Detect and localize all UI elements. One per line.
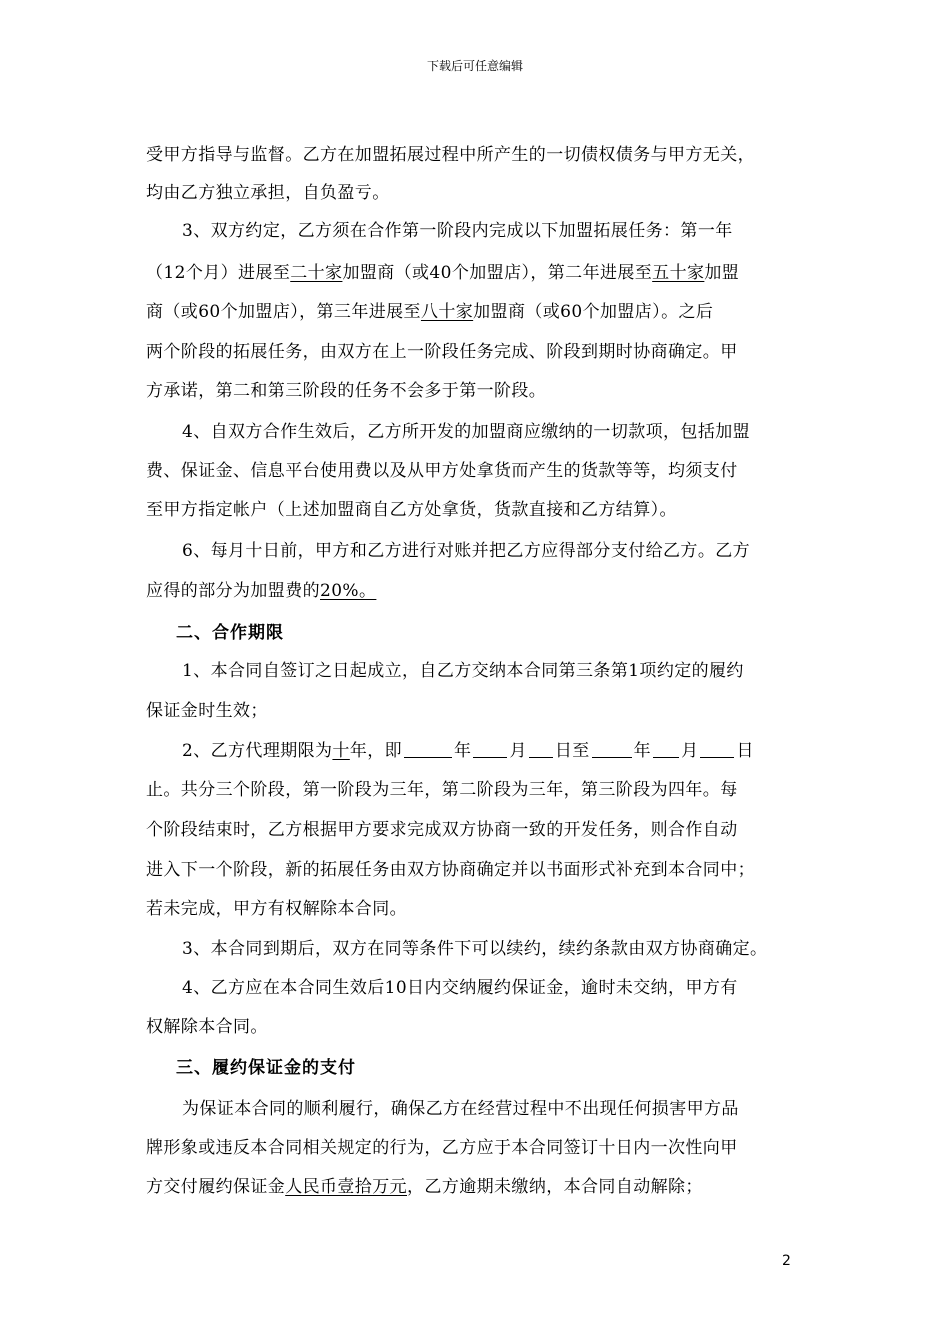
text-line: 6、每月十日前，甲方和乙方进行对账并把乙方应得部分支付给乙方。乙方 <box>182 541 751 561</box>
text-line: 至甲方指定帐户（上述加盟商自乙方处拿货，货款直接和乙方结算）。 <box>146 500 677 520</box>
text-line: 进入下一个阶段，新的拓展任务由双方协商确定并以书面形式补充到本合同中； <box>146 860 755 880</box>
page-header: 下载后可任意编辑 <box>426 59 523 73</box>
text-line: 1、本合同自签订之日起成立，自乙方交纳本合同第三条第1项约定的履约 <box>182 661 744 681</box>
page-number: 2 <box>782 1253 791 1269</box>
text-line: 应得的部分为加盟费的20%。 <box>146 581 377 601</box>
blank-field <box>653 740 679 758</box>
text-line: （12个月）进展至二十家加盟商（或40个加盟店），第二年进展至五十家加盟 <box>146 263 740 283</box>
text-line: 牌形象或违反本合同相关规定的行为，乙方应于本合同签订十日内一次性向甲 <box>146 1138 738 1158</box>
section-heading: 二、合作期限 <box>176 623 284 643</box>
text-line: 保证金时生效； <box>146 701 268 721</box>
text-line: 个阶段结束时，乙方根据甲方要求完成双方协商一致的开发任务，则合作自动 <box>146 820 738 840</box>
text-line: 3、本合同到期后，双方在同等条件下可以续约，续约条款由双方协商确定。 <box>182 939 768 959</box>
text-line: 为保证本合同的顺利履行，确保乙方在经营过程中不出现任何损害甲方品 <box>182 1099 739 1119</box>
blank-field <box>592 740 632 758</box>
blank-field <box>700 740 734 758</box>
text-line: 方交付履约保证金人民币壹拾万元，乙方逾期未缴纳，本合同自动解除； <box>146 1177 703 1197</box>
text-line: 若未完成，甲方有权解除本合同。 <box>146 899 407 919</box>
text-line: 3、双方约定，乙方须在合作第一阶段内完成以下加盟拓展任务：第一年 <box>182 221 733 241</box>
text-line: 费、保证金、信息平台使用费以及从甲方处拿货而产生的货款等等，均须支付 <box>146 461 738 481</box>
blank-field <box>404 740 452 758</box>
text-line: 4、自双方合作生效后，乙方所开发的加盟商应缴纳的一切款项，包括加盟 <box>182 422 751 442</box>
text-line: 止。共分三个阶段，第一阶段为三年，第二阶段为三年，第三阶段为四年。每 <box>146 780 738 800</box>
blank-field <box>529 740 553 758</box>
text-line: 4、乙方应在本合同生效后10日内交纳履约保证金，逾时未交纳，甲方有 <box>182 978 738 998</box>
text-line: 两个阶段的拓展任务，由双方在上一阶段任务完成、阶段到期时协商确定。甲 <box>146 342 738 362</box>
text-line: 均由乙方独立承担，自负盈亏。 <box>146 183 390 203</box>
text-line: 方承诺，第二和第三阶段的任务不会多于第一阶段。 <box>146 381 547 401</box>
text-line: 权解除本合同。 <box>146 1017 268 1037</box>
blank-field <box>473 740 507 758</box>
text-line: 2、乙方代理期限为十年，即 年 月 日至 年 月 日 <box>182 741 754 761</box>
section-heading: 三、履约保证金的支付 <box>176 1058 356 1078</box>
text-line: 受甲方指导与监督。乙方在加盟拓展过程中所产生的一切债权债务与甲方无关， <box>146 145 755 165</box>
text-line: 商（或60个加盟店），第三年进展至八十家加盟商（或60个加盟店）。之后 <box>146 302 714 322</box>
